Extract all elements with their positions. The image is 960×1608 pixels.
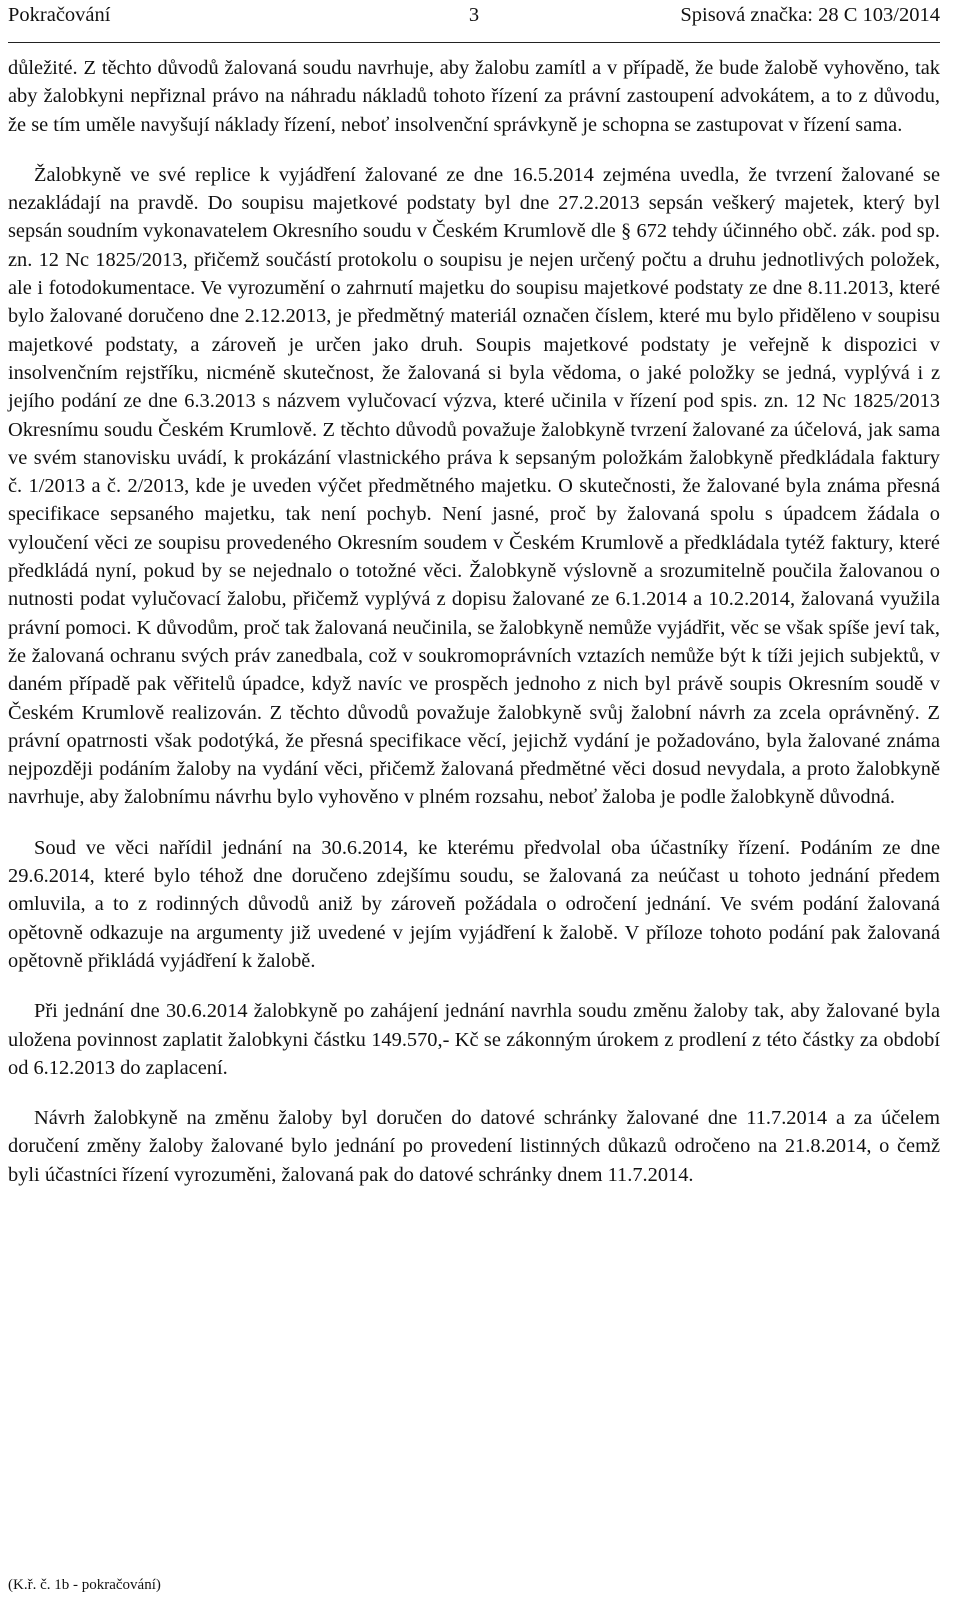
case-reference: Spisová značka: 28 C 103/2014 <box>680 4 940 26</box>
page-number: 3 <box>468 4 480 26</box>
page-footer <box>8 1576 161 1594</box>
paragraph-3: Soud ve věci nařídil jednání na 30.6.2014, ke kterému předvolal oba účastníky řízení. Podáním ze dne 29.6.2014, které bylo téhož dne doručeno zdejšímu soudu, se žalovaná za neúčast u tohoto jednání předem omluvila, a to z rodinných důvodů aniž by zároveň požádala o odročení jednání. Ve svém podání žalovaná opětovně odkazuje na argumenty již uvedené v jejím vyjádření k žalobě. V příloze tohoto podání pak žalovaná opětovně přikládá vyjádření k žalobě. <box>8 836 940 972</box>
paragraph-2: Žalobkyně ve své replice k vyjádření žalované ze dne 16.5.2014 zejména uvedla, že tvrzení žalované se nezakládají na pravdě. Do soupisu majetkové podstaty byl dne 27.2.2013 sepsán veškerý majetek, který byl sepsán soudním vykonavatelem Okresního soudu v Českém Krumlově dle § 672 tehdy účinného obč. zák. pod sp. zn. 12 Nc 1825/2013, přičemž součástí protokolu o soupisu je nejen určený počtu a druhu jednotlivých položek, ale i fotodokumentace. Ve vyrozumění o zahrnutí majetku do soupisu majetkové podstaty ze dne 8.11.2013, které bylo žalované doručeno dne 2.12.2013, je předmětný materiál označen číslem, které mu bylo přiděleno v soupisu majetkové podstaty, a zároveň je určen jako druh. Soupis majetkové podstaty je veřejně k dispozici v insolvenčním rejstříku, nicméně skutečnost, že žalovaná si byla vědoma, o jaké položky se jedná, vyplývá i z jejího podání ze dne 6.3.2013 s názvem vylučovací výzva, které učinila v řízení pod spis. zn. 12 Nc 1825/2013 Okresnímu soudu Českém Krumlově. Z těchto důvodů považuje žalobkyně tvrzení žalované za účelová, jak sama ve svém stanovisku uvádí, k prokázání vlastnického práva k sepsaným položkám žalobkyně předkládala faktury č. 1/2013 a č. 2/2013, kde je uveden výčet předmětného majetku. O skutečnosti, že žalované byla známa přesná specifikace sepsaného majetku, tak není pochyb. Není jasné, proč by žalovaná spolu s úpadcem žádala o vyloučení věci ze soupisu provedeného Okresním soudem v Českém Krumlově a předkládala tytéž faktury, které předkládá nyní, pokud by se nejednalo o totožné věci. Žalobkyně výslovně a srozumitelně poučila žalovanou o nutnosti podat vylučovací žalobu, přičemž vyplývá z dopisu žalované ze 6.1.2014 a 10.2.2014, žalovaná využila právní pomoci. K důvodům, proč tak žalovaná neučinila, se žalobkyně nemůže vyjádřit, věc se však spíše jeví tak, že žalovaná ochranu svých práv zanedbala, což v soukromoprávních vztazích nemůže být k tíži jejich subjektů, v daném případě pak věřitelů úpadce, když navíc ve prospěch jednoho z nich byl právě soupis Okresním soudě v Českém Krumlově realizován. Z těchto důvodů považuje žalobkyně svůj žalobní návrh za zcela oprávněný. Z právní opatrnosti však podotýká, že přesná specifikace věcí, jejichž vydání je požadováno, byla žalované známa nejpozději podáním žaloby na vydání věci, přičemž žalovaná předmětné věci dosud nevydala, a proto žalobkyně navrhuje, aby žalobnímu návrhu bylo vyhověno v plném rozsahu, neboť žaloba je podle žalobkyně důvodná. <box>8 163 941 809</box>
form-code: (K.ř. č. 1b - pokračování) <box>8 1577 161 1593</box>
paragraph-4: Při jednání dne 30.6.2014 žalobkyně po zahájení jednání navrhla soudu změnu žaloby tak, aby žalované byla uložena povinnost zaplatit žalobkyni částku 149.570,- Kč se zákonným úrokem z prodlení z této částky za období od 6.12.2013 do zaplacení. <box>8 1000 940 1079</box>
paragraph-5: Návrh žalobkyně na změnu žaloby byl doručen do datové schránky žalované dne 11.7.2014 a za účelem doručení změny žaloby žalované bylo jednání po provedení listinných důkazů odročeno na 21.8.2014, o čemž byli účastníci řízení vyrozuměni, žalovaná pak do datové schránky dnem 11.7.2014. <box>8 1107 940 1186</box>
continuation-label: Pokračování <box>8 4 111 26</box>
page-header <box>8 0 940 43</box>
paragraph-1: důležité. Z těchto důvodů žalovaná soudu navrhuje, aby žalobu zamítl a v případě, že bude žalobě vyhověno, tak aby žalobkyni nepřiznal právo na náhradu nákladů tohoto řízení za právní zastoupení advokátem, a to z důvodu, že se tím uměle navyšují náklady řízení, neboť insolvenční správkyně je schopna se zastupovat v řízení sama. <box>8 57 940 136</box>
document-body <box>8 54 940 1189</box>
